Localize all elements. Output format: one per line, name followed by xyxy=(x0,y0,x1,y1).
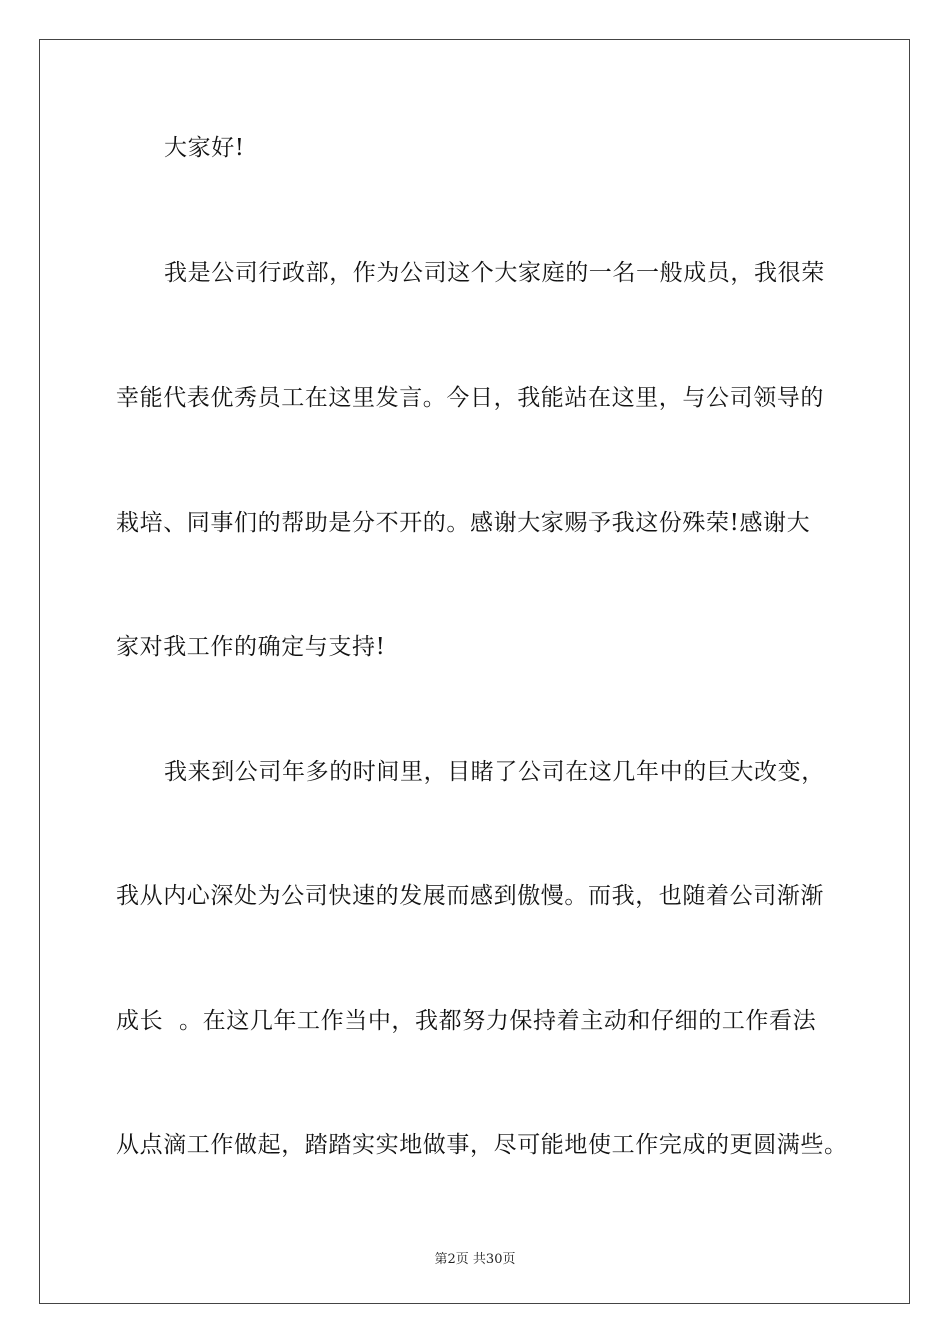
paragraph-line: 我从内心深处为公司快速的发展而感到傲慢。而我，也随着公司渐渐 xyxy=(116,883,824,909)
paragraph-line: 家对我工作的确定与支持! xyxy=(116,634,386,660)
paragraph-line: 我来到公司年多的时间里，目睹了公司在这几年中的巨大改变， xyxy=(164,759,825,785)
greeting-line: 大家好! xyxy=(164,135,245,161)
paragraph-line: 幸能代表优秀员工在这里发言。今日，我能站在这里，与公司领导的 xyxy=(116,385,824,411)
paragraph-line: 成长 。在这几年工作当中，我都努力保持着主动和仔细的工作看法 xyxy=(116,1008,817,1034)
page-border xyxy=(39,39,910,1304)
page-number-footer: 第2页 共30页 xyxy=(434,1252,516,1267)
paragraph-line: 从点滴工作做起，踏踏实实地做事，尽可能地使工作完成的更圆满些。 xyxy=(116,1132,848,1158)
paragraph-line: 栽培、同事们的帮助是分不开的。感谢大家赐予我这份殊荣!感谢大 xyxy=(116,510,811,536)
paragraph-line: 我是公司行政部，作为公司这个大家庭的一名一般成员，我很荣 xyxy=(164,260,825,286)
